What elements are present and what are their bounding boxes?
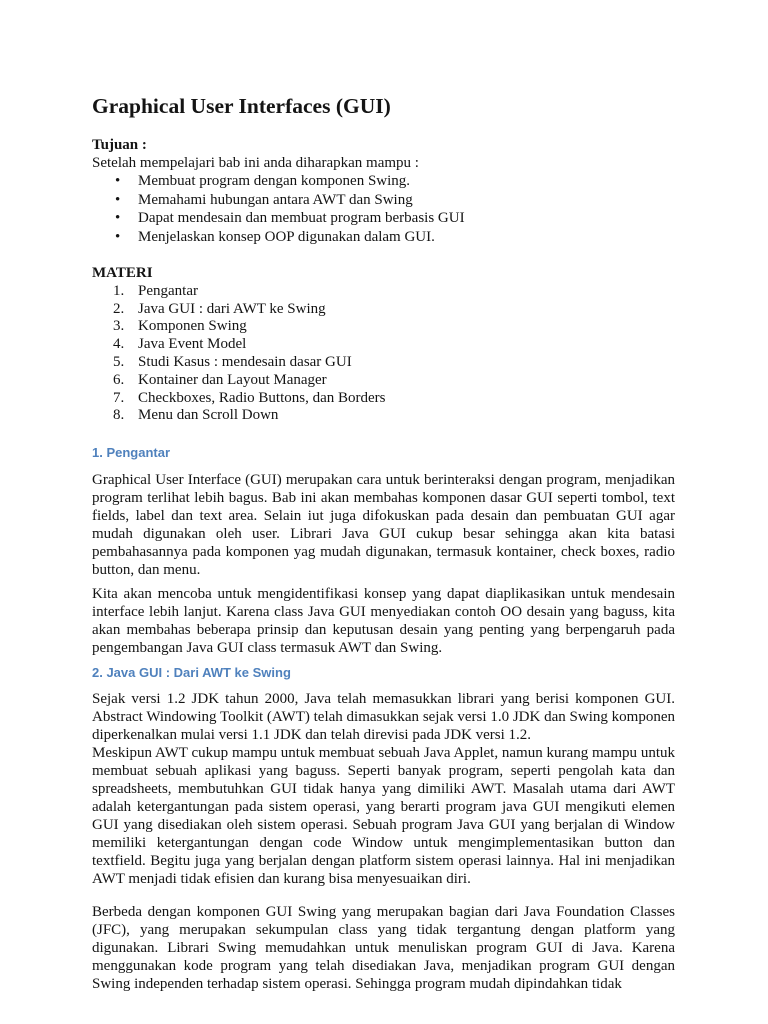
objectives-label: Tujuan : [92, 137, 147, 153]
section-heading-java-gui: 2. Java GUI : Dari AWT ke Swing [92, 665, 291, 680]
list-item: • Menjelaskan konsep OOP digunakan dalam GUI. [115, 228, 435, 245]
list-item: 1. Pengantar [113, 282, 198, 299]
list-item: 3. Komponen Swing [113, 318, 247, 335]
objectives-intro: Setelah mempelajari bab ini anda diharapkan mampu : [92, 155, 419, 171]
paragraph: Berbeda dengan komponen GUI Swing yang merupakan bagian dari Java Foundation Classes (JFC), yang merupakan sekumpulan class yang tidak tergantung dengan platform yang digunakan. Librari Swing memudahkan untuk menuliskan program GUI di Java. Karena menggunakan kode program yang telah disediakan Java, menjadikan program GUI dengan Swing independen terhadap sistem operasi. Sehingga program mudah dipindahkan tidak [92, 904, 675, 992]
list-item: 2. Java GUI : dari AWT ke Swing [113, 300, 326, 317]
list-item: • Membuat program dengan komponen Swing. [115, 173, 411, 189]
section-heading-pengantar: 1. Pengantar [92, 445, 171, 460]
list-item: 4. Java Event Model [113, 336, 247, 353]
paragraph: Graphical User Interface (GUI) merupakan cara untuk berinteraksi dengan program, menjadikan program terlihat lebih bagus. Bab ini akan membahas komponen dasar GUI seperti tombol, text fields, label dan text area. Selain iut juga difokuskan pada desain dan pembuatan GUI agar mudah digunakan oleh user. Librari Java GUI cukup besar sehingga akan kita batasi pembahasannya pada komponen yag mudah digunakan, termasuk kontainer, check boxes, radio button, dan menu. [92, 472, 675, 578]
list-item: 7. Checkboxes, Radio Buttons, dan Borders [113, 389, 386, 406]
list-item: 5. Studi Kasus : mendesain dasar GUI [113, 353, 352, 370]
list-item: • Dapat mendesain dan membuat program berbasis GUI [115, 210, 465, 227]
bullet-icon: • [115, 191, 121, 208]
page-title: Graphical User Interfaces (GUI) [92, 94, 391, 118]
bullet-icon: • [115, 210, 121, 227]
bullet-icon: • [115, 228, 121, 245]
objectives-block [92, 136, 675, 246]
list-item: 8. Menu dan Scroll Down [113, 407, 279, 424]
paragraph: Kita akan mencoba untuk mengidentifikasi konsep yang dapat diaplikasikan untuk mendesain interface lebih lanjut. Karena class Java GUI menyediakan contoh OO desain yang baguss, kita akan membahas beberapa prinsip dan keputusan desain yang penting yang berpengaruh pada pengembangan Java GUI class termasuk AWT dan Swing. [92, 586, 675, 656]
bullet-icon: • [115, 173, 121, 189]
materials-list [92, 283, 675, 425]
list-item: • Memahami hubungan antara AWT dan Swing [115, 191, 413, 208]
objectives-list [92, 172, 675, 246]
paragraph: Sejak versi 1.2 JDK tahun 2000, Java telah memasukkan librari yang berisi komponen GUI. Abstract Windowing Toolkit (AWT) telah dimasukkan sejak versi 1.0 JDK dan Swing komponen diperkenalkan mulai versi 1.1 JDK dan telah direvisi pada JDK versi 1.2. [92, 691, 675, 743]
paragraph: Meskipun AWT cukup mampu untuk membuat sebuah Java Applet, namun kurang mampu untuk membuat sebuah aplikasi yang baguss. Seperti banyak program, seperti pengolah kata dan spreadsheets, membutuhkan GUI tidak hanya yang dimiliki AWT. Masalah utama dari AWT adalah ketergantungan pada sistem operasi, yang berarti program java GUI mengikuti elemen GUI yang disediakan oleh sistem operasi. Sebuah program Java GUI yang berjalan di Window memiliki ketergantungan dengan code Window untuk mengimplementasikan button dan textfield. Begitu juga yang berjalan dengan platform sistem operasi lainnya. Hal ini menjadikan AWT menjadi tidak efisien dan kurang bisa menyesuaikan diri. [92, 745, 675, 887]
list-item: 6. Kontainer dan Layout Manager [113, 371, 327, 388]
materials-label: MATERI [92, 265, 153, 281]
materials-block [92, 265, 675, 425]
